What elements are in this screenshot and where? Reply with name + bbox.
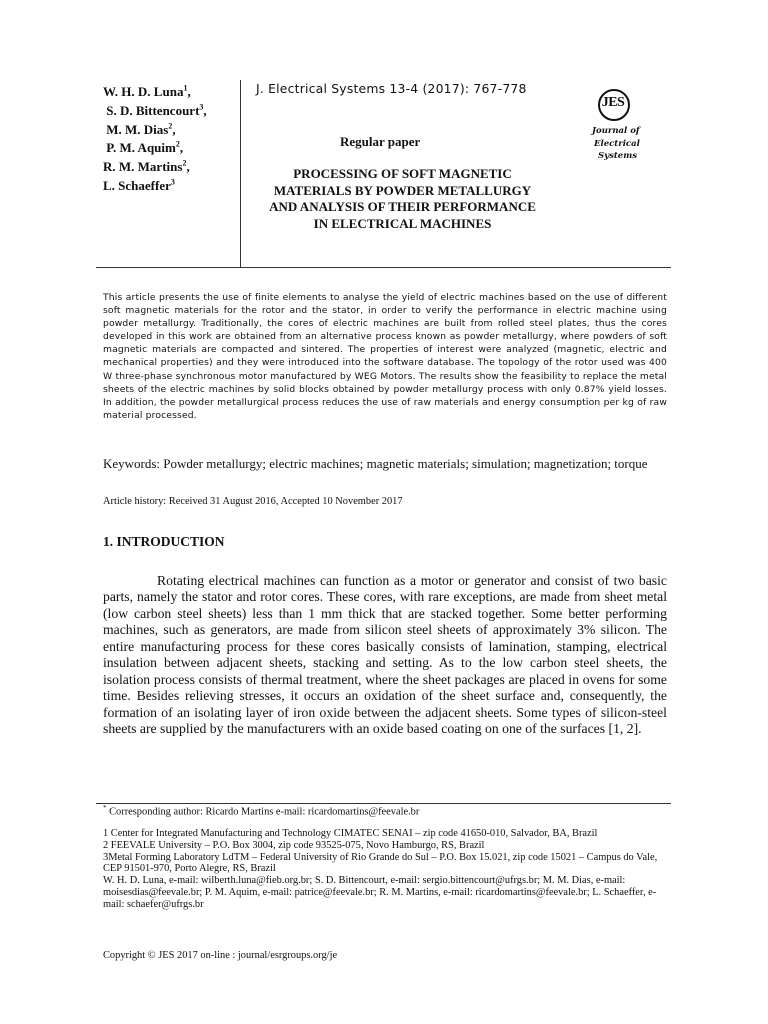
affiliation-line: 1 Center for Integrated Manufacturing and Technology CIMATEC SENAI – zip code 41650-010, Salvador, BA, Brazil <box>103 828 598 839</box>
title-line: MATERIALS BY POWDER METALLURGY <box>273 182 532 198</box>
title-line: IN ELECTRICAL MACHINES <box>313 215 492 231</box>
author-list <box>103 83 243 196</box>
affiliation-footnotes <box>103 828 663 911</box>
paper-type-label: Regular paper <box>340 134 421 149</box>
journal-logo <box>590 89 660 169</box>
author-emails: W. H. D. Luna, e-mail: wilberth.luna@fieb.org.br; S. D. Bittencourt, e-mail: sergio.bittencourt@ufrgs.br; M. M. Dias, e-mail: moisesdias@feevale.br; P. M. Aquim, e-mail: patrice@feevale.br; R. M. Martins, e-mail: ricardomartins@feevale.br; L. Schaeffer, e-mail: schaefer@ufrgs.br <box>103 875 657 910</box>
affiliation-line: 2 FEEVALE University – P.O. Box 3004, zip code 93525-075, Novo Hamburgo, RS, Brazil <box>103 839 485 851</box>
author: R. M. Martins$^2$, <box>103 158 190 175</box>
title-line: AND ANALYSIS OF THEIR PERFORMANCE <box>269 199 536 214</box>
article-history: Article history: Received 31 August 2016, Accepted 10 November 2017 <box>103 496 403 507</box>
title-line: PROCESSING OF SOFT MAGNETIC <box>293 166 512 181</box>
author: P. M. Aquim$^2$, <box>106 140 184 156</box>
paper-title <box>240 166 565 232</box>
logo-text <box>588 125 658 163</box>
corresponding-author: * Corresponding author: Ricardo Martins e-mail: ricardomartins@feevale.br <box>103 804 420 818</box>
author: L. Schaeffer$^3$ <box>103 177 175 193</box>
author: W. H. D. Luna$^1$, <box>103 83 191 99</box>
section-heading: 1. INTRODUCTION <box>103 534 225 549</box>
logo-text-line: Electrical <box>594 138 640 149</box>
keywords: Keywords: Powder metallurgy; electric machines; magnetic materials; simulation; magnetization; torque <box>103 456 648 471</box>
header-divider <box>96 267 671 268</box>
author: M. M. Dias$^2$, <box>106 121 176 137</box>
journal-citation: J. Electrical Systems 13-4 (2017): 767-778 <box>256 81 527 96</box>
logo-text-line: Systems <box>598 151 637 161</box>
logo-letters: JES <box>601 95 625 110</box>
abstract: This article presents the use of finite elements to analyse the yield of electric machines based on the use of different soft magnetic materials for the rotor and the stator, in order to verify the performance in electric machine using powder metallurgy. Traditionally, the cores of electric machines are built from rolled steel plates, thus the cores developed in this work are obtained from an alternative process known as powder metallurgy, where powders of soft magnetic materials are compacted and sintered. The properties of interest were analyzed (magnetic, electric and mechanical properties) and they were introduced into the software database. The topology of the rotor used was 400 W three-phase synchronous motor manufactured by WEG Motors. The results show the feasibility to replace the metal sheets of the electric machines by solid blocks obtained by powder metallurgy process with only 0.87% yield losses. In addition, the powder metallurgical process reduces the use of raw materials and energy consumption per kg of raw material processed. <box>103 292 667 421</box>
author: S. D. Bittencourt$^3$, <box>106 102 207 118</box>
body-paragraph: Rotating electrical machines can function as a motor or generator and consist of two basic parts, namely the stator and rotor cores. These cores, with rare exceptions, are made from sheet metal (low carbon steel sheets) less than 1 mm thick that are stacked together. Some better performing machines, such as generators, are made from silicon steel sheets of approximately 3% silicon. The entire manufacturing process for these cores basically consists of lamination, stamping, electrical insulation between adjacent sheets, stacking and setting. As to the low carbon steel sheets, the isolation process consists of thermal treatment, where the sheet packages are placed in ovens for some time. Besides relieving stresses, it occurs an oxidation of the sheet surface and, consequently, the formation of an isolating layer of iron oxide between the adjacent sheets. Some types of silicon-steel sheets are supplied by the manufacturers with an oxide based coating on one of the surfaces [1, 2]. <box>103 573 667 737</box>
copyright-notice: Copyright © JES 2017 on-line : journal/esrgroups.org/je <box>103 950 338 961</box>
affiliation-line: 3Metal Forming Laboratory LdTM – Federal University of Rio Grande do Sul – P.O. Box 15.021, zip code 15021 – Campus do Vale, CEP 91501-970, Porto Alegre, RS, Brazil <box>103 851 658 875</box>
logo-text-line: Journal of <box>592 126 640 136</box>
